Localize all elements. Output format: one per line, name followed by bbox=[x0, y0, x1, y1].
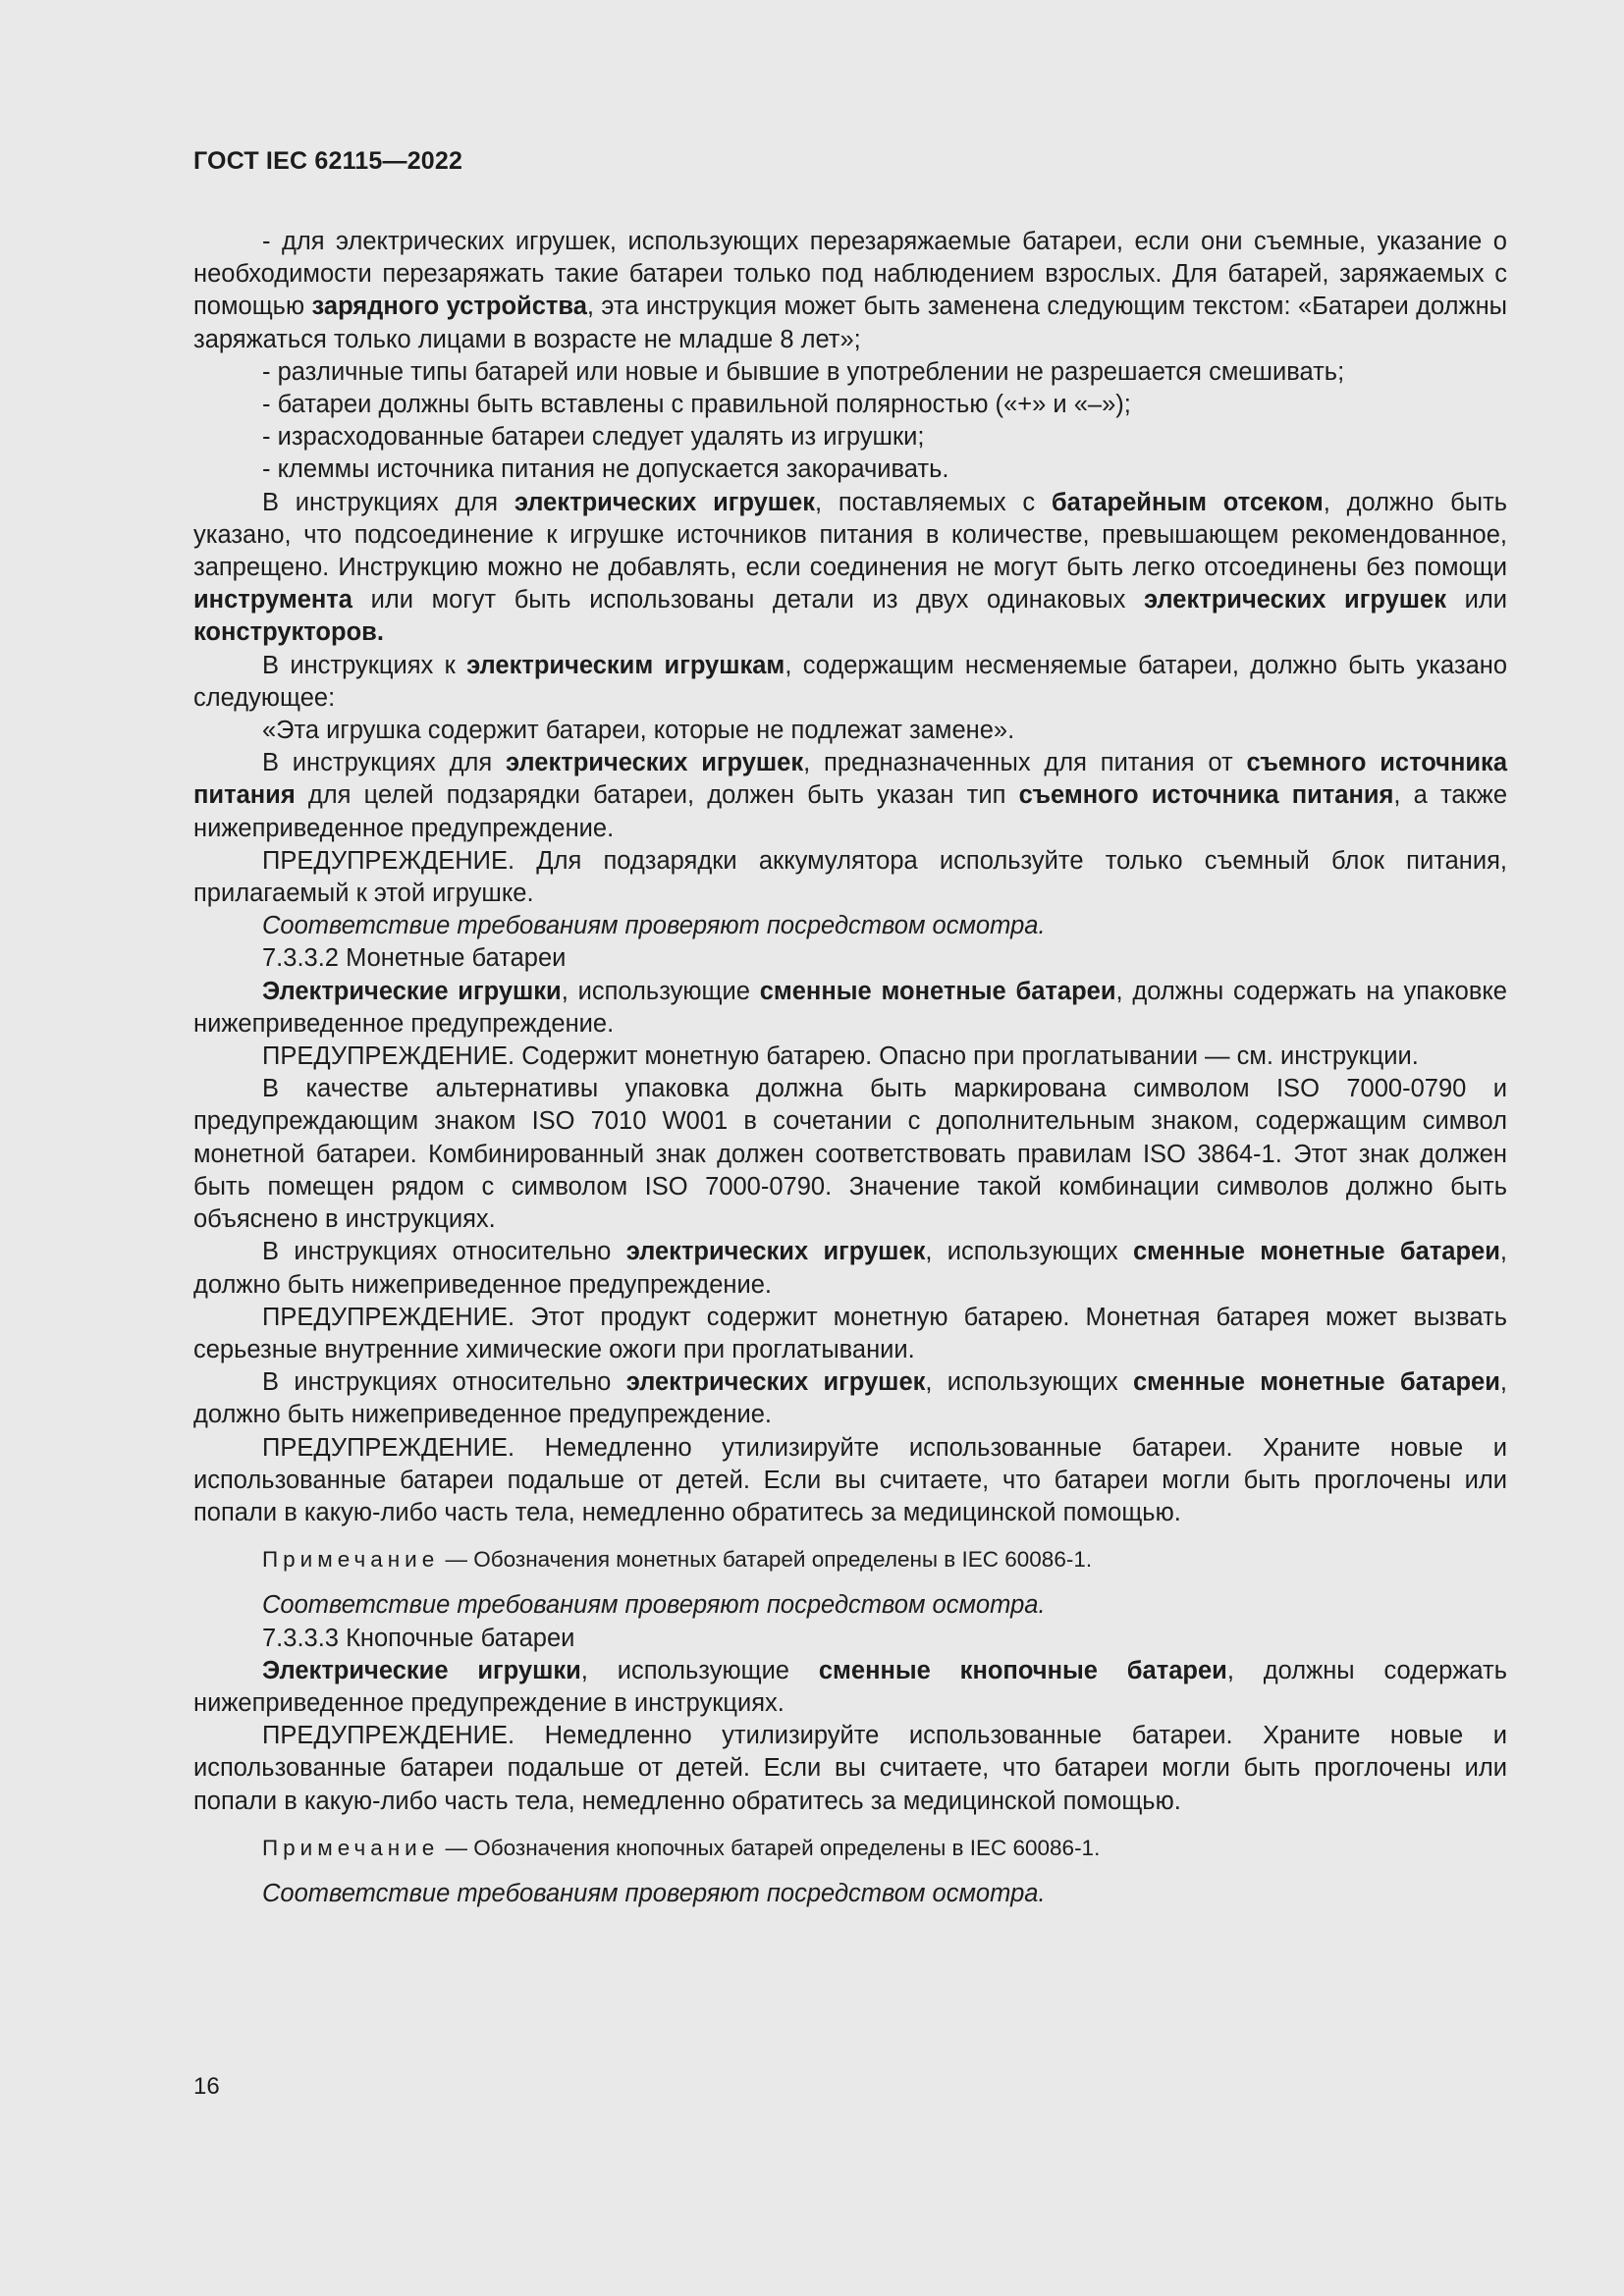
warning-charging: ПРЕДУПРЕЖДЕНИЕ. Для подзарядки аккумулятора используйте только съемный блок питания, прилагаемый к этой игрушке. bbox=[193, 846, 1507, 908]
warning-coin-disposal: ПРЕДУПРЕЖДЕНИЕ. Немедленно утилизируйте использованные батареи. Храните новые и использованные батареи подальше от детей. Если вы считаете, что батареи могли быть проглочены или попали в какую-либо часть тела, немедленно обратитесь за медицинской помощью. bbox=[193, 1433, 1507, 1526]
dash-item: - клеммы источника питания не допускается закорачивать. bbox=[262, 455, 949, 484]
section-heading-button-batteries: 7.3.3.3 Кнопочные батареи bbox=[262, 1624, 575, 1652]
quote-non-replaceable: «Эта игрушка содержит батареи, которые не подлежат замене». bbox=[262, 717, 1015, 745]
paragraph-coin-instructions-1: В инструкциях относительно электрических игрушек, использующих сменные монетные батареи, должно быть нижеприведенное предупреждение. bbox=[193, 1238, 1507, 1299]
note-label: Примечание bbox=[262, 1835, 440, 1860]
document-header: ГОСТ IEC 62115—2022 bbox=[193, 147, 463, 175]
warning-coin-packaging: ПРЕДУПРЕЖДЕНИЕ. Содержит монетную батарею. Опасно при проглатывании — см. инструкции. bbox=[262, 1042, 1419, 1071]
compliance-check: Соответствие требованиям проверяют посредством осмотра. bbox=[262, 1591, 1046, 1620]
paragraph-non-replaceable: В инструкциях к электрическим игрушкам, содержащим несменяемые батареи, должно быть указано следующее: bbox=[193, 651, 1508, 712]
compliance-check: Соответствие требованиям проверяют посредством осмотра. bbox=[262, 1879, 1046, 1907]
paragraph-iso-symbols: В качестве альтернативы упаковка должна быть маркирована символом ISO 7000-0790 и предупреждающим знаком ISO 7010 W001 в сочетании с дополнительным знаком, содержащим символ монетной батареи. Комбинированный знак должен соответствовать правилам ISO 3864-1. Этот знак должен быть помещен рядом с символом ISO 7000-0790. Значение такой комбинации символов должно быть объяснено в инструкциях. bbox=[193, 1075, 1507, 1234]
note-label: Примечание bbox=[262, 1547, 440, 1573]
note-coin: Примечание — Обозначения монетных батарей определены в IEC 60086-1. bbox=[262, 1547, 1093, 1573]
dash-item: - израсходованные батареи следует удалять из игрушки; bbox=[262, 423, 925, 452]
page-number: 16 bbox=[193, 2073, 220, 2100]
dash-item: - различные типы батарей или новые и бывшие в употреблении не разрешается смешивать; bbox=[262, 357, 1345, 386]
note-button: Примечание — Обозначения кнопочных батарей определены в IEC 60086-1. bbox=[262, 1835, 1101, 1860]
section-heading-coin-batteries: 7.3.3.2 Монетные батареи bbox=[262, 944, 567, 973]
dash-item: - батареи должны быть вставлены с правильной полярностью («+» и «–»); bbox=[262, 391, 1131, 419]
document-body bbox=[193, 226, 1507, 1910]
compliance-check: Соответствие требованиям проверяют посредством осмотра. bbox=[262, 912, 1046, 940]
warning-button-disposal: ПРЕДУПРЕЖДЕНИЕ. Немедленно утилизируйте использованные батареи. Храните новые и использованные батареи подальше от детей. Если вы считаете, что батареи могли быть проглочены или попали в какую-либо часть тела, немедленно обратитесь за медицинской помощью. bbox=[193, 1722, 1507, 1815]
paragraph-button-instructions: Электрические игрушки, использующие сменные кнопочные батареи, должны содержать нижеприведенное предупреждение в инструкциях. bbox=[193, 1656, 1508, 1717]
paragraph-detachable-supply: В инструкциях для электрических игрушек, предназначенных для питания от съемного источника питания для целей подзарядки батареи, должен быть указан тип съемного источника питания, а также нижеприведенное предупреждение. bbox=[193, 749, 1508, 842]
paragraph-battery-compartment: В инструкциях для электрических игрушек, поставляемых с батарейным отсеком, должно быть указано, что подсоединение к игрушке источников питания в количестве, превышающем рекомендованное, запрещено. Инструкцию можно не добавлять, если соединения не могут быть легко отсоединены без помощи инструмента или могут быть использованы детали из двух одинаковых электрических игрушек или конструкторов. bbox=[193, 488, 1507, 647]
paragraph-coin-instructions-2: В инструкциях относительно электрических игрушек, использующих сменные монетные батареи, должно быть нижеприведенное предупреждение. bbox=[193, 1368, 1507, 1429]
paragraph-coin-packaging: Электрические игрушки, использующие сменные монетные батареи, должны содержать на упаковке нижеприведенное предупреждение. bbox=[193, 977, 1507, 1038]
paragraph-charging-instruction: - для электрических игрушек, использующих перезаряжаемые батареи, если они съемные, указание о необходимости перезаряжать такие батареи только под наблюдением взрослых. Для батарей, заряжаемых с помощью зарядного устройства, эта инструкция может быть заменена следующим текстом: «Батареи должны заряжаться только лицами в возрасте не младше 8 лет»; bbox=[193, 228, 1508, 353]
warning-coin-burns: ПРЕДУПРЕЖДЕНИЕ. Этот продукт содержит монетную батарею. Монетная батарея может вызвать серьезные внутренние химические ожоги при проглатывании. bbox=[193, 1303, 1507, 1363]
